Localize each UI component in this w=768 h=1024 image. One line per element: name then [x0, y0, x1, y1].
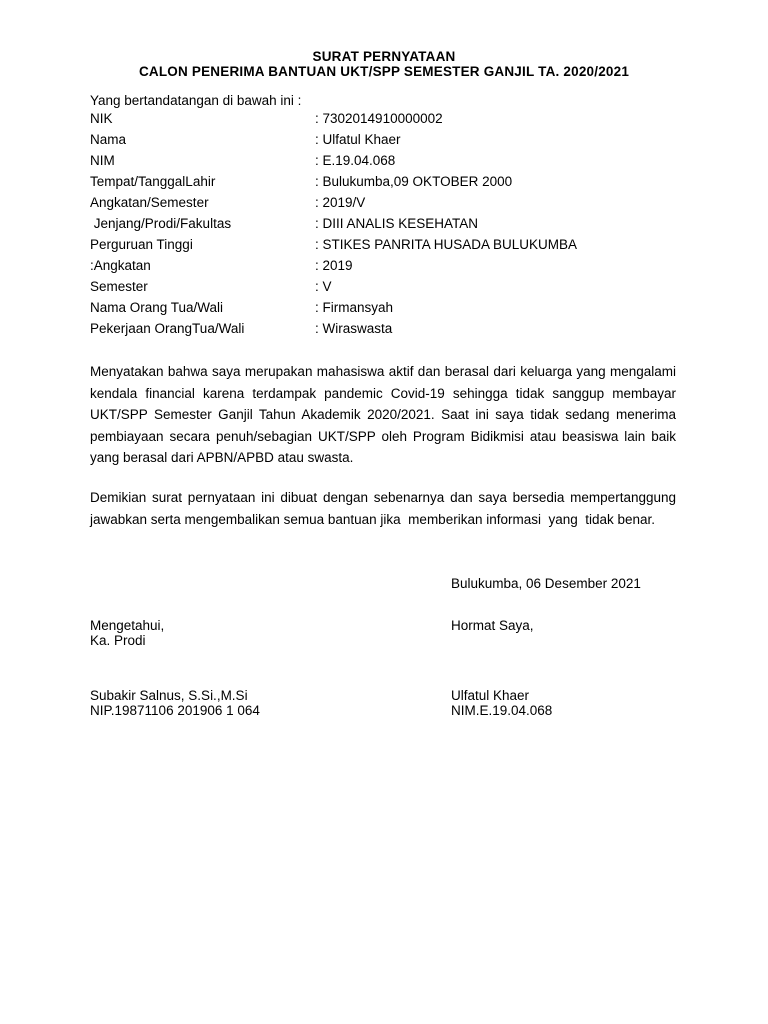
left-signature-acknowledged: Mengetahui,: [90, 618, 165, 633]
field-value: : Ulfatul Khaer: [315, 132, 401, 147]
place-date: Bulukumba, 06 Desember 2021: [451, 576, 641, 591]
field-label: NIM: [90, 153, 115, 168]
field-label: Tempat/TanggalLahir: [90, 174, 216, 189]
field-value: : DIII ANALIS KESEHATAN: [315, 216, 479, 231]
left-signature-name: Subakir Salnus, S.Si.,M.Si: [90, 688, 248, 703]
right-signature-name: Ulfatul Khaer: [451, 688, 530, 703]
statement-paragraph: Menyatakan bahwa saya merupakan mahasiswa aktif dan berasal dari keluarga yang mengalami kendala financial karena terdampak pandemic Covid-19 sehingga tidak sanggup membayar UKT/SPP Semester Ganjil Tahun Akademik 2020/2021. Saat ini saya tidak sedang menerima pembiayaan secara penuh/sebagian UKT/SPP oleh Program Bidikmisi atau beasiswa lain baik yang berasal dari APBN/APBD atau swasta.: [90, 364, 676, 465]
left-signature-role: Ka. Prodi: [90, 633, 146, 648]
closing-paragraph: Demikian surat pernyataan ini dibuat dengan sebenarnya dan saya bersedia mempertanggung jawabkan serta mengembalikan semua bantuan jika memberikan informasi yang tidak benar.: [90, 490, 680, 527]
field-value: : Firmansyah: [315, 300, 394, 315]
field-value: : 2019: [315, 258, 353, 273]
field-value: : V: [315, 279, 332, 294]
right-signature-id: NIM.E.19.04.068: [451, 703, 553, 718]
field-label: Semester: [90, 279, 148, 294]
field-label: Nama: [90, 132, 127, 147]
right-signature-greeting: Hormat Saya,: [451, 618, 534, 633]
left-signature-id: NIP.19871106 201906 1 064: [90, 703, 260, 718]
field-label: Perguruan Tinggi: [90, 237, 193, 252]
field-label: Nama Orang Tua/Wali: [90, 300, 224, 315]
document-title: SURAT PERNYATAAN: [312, 49, 456, 64]
field-value: : E.19.04.068: [315, 153, 396, 168]
field-label: Jenjang/Prodi/Fakultas: [90, 216, 232, 231]
field-label: Angkatan/Semester: [90, 195, 209, 210]
field-value: : STIKES PANRITA HUSADA BULUKUMBA: [315, 237, 578, 252]
field-value: : Wiraswasta: [315, 321, 393, 336]
field-value: : 2019/V: [315, 195, 366, 210]
field-value: : 7302014910000002: [315, 111, 443, 126]
field-label: NIK: [90, 111, 113, 126]
field-label: Pekerjaan OrangTua/Wali: [90, 321, 245, 336]
document-subtitle: CALON PENERIMA BANTUAN UKT/SPP SEMESTER GANJIL TA. 2020/2021: [138, 64, 630, 79]
field-value: : Bulukumba,09 OKTOBER 2000: [315, 174, 513, 189]
intro-text: Yang bertandatangan di bawah ini :: [90, 93, 302, 108]
field-label: :Angkatan: [90, 258, 151, 273]
